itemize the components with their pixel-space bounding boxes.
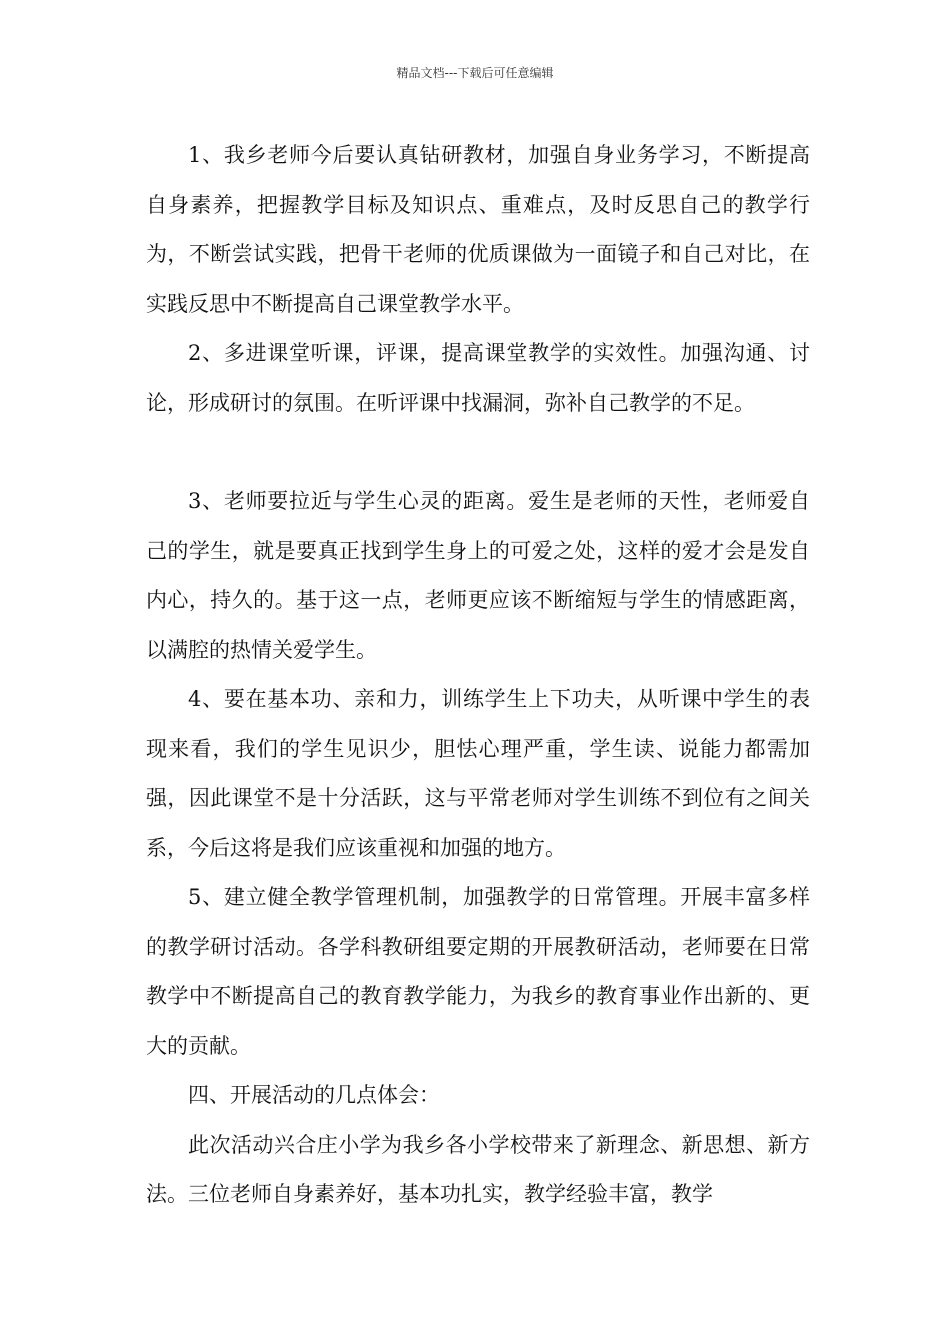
paragraph-2: 2、多进课堂听课，评课，提高课堂教学的实效性。加强沟通、讨论，形成研讨的氛围。在听评课中找漏洞，弥补自己教学的不足。 [146, 341, 810, 415]
paragraph-1: 1、我乡老师今后要认真钻研教材，加强自身业务学习，不断提高自身素养，把握教学目标及知识点、重难点，及时反思自己的教学行为，不断尝试实践，把骨干老师的优质课做为一面镜子和自己对比，在实践反思中不断提高自己课堂教学水平。 [146, 143, 810, 316]
paragraph-5: 5、建立健全教学管理机制，加强教学的日常管理。开展丰富多样的教学研讨活动。各学科教研组要定期的开展教研活动，老师要在日常教学中不断提高自己的教育教学能力，为我乡的教育事业作出新的、更大的贡献。 [146, 885, 810, 1058]
section-heading: 四、开展活动的几点体会： [188, 1083, 440, 1107]
paragraph-3: 3、老师要拉近与学生心灵的距离。爱生是老师的天性，老师爱自己的学生，就是要真正找到学生身上的可爱之处，这样的爱才会是发自内心，持久的。基于这一点，老师更应该不断缩短与学生的情感距离，以满腔的热情关爱学生。 [146, 489, 810, 662]
paragraph-6: 此次活动兴合庄小学为我乡各小学校带来了新理念、新思想、新方法。三位老师自身素养好，基本功扎实，教学经验丰富，教学 [146, 1132, 810, 1206]
page-header: 精品文档---下载后可任意编辑 [396, 66, 554, 80]
paragraph-4: 4、要在基本功、亲和力，训练学生上下功夫，从听课中学生的表现来看，我们的学生见识少，胆怯心理严重，学生读、说能力都需加强，因此课堂不是十分活跃，这与平常老师对学生训练不到位有之间关系，今后这将是我们应该重视和加强的地方。 [146, 687, 810, 860]
document-body [146, 131, 810, 1220]
